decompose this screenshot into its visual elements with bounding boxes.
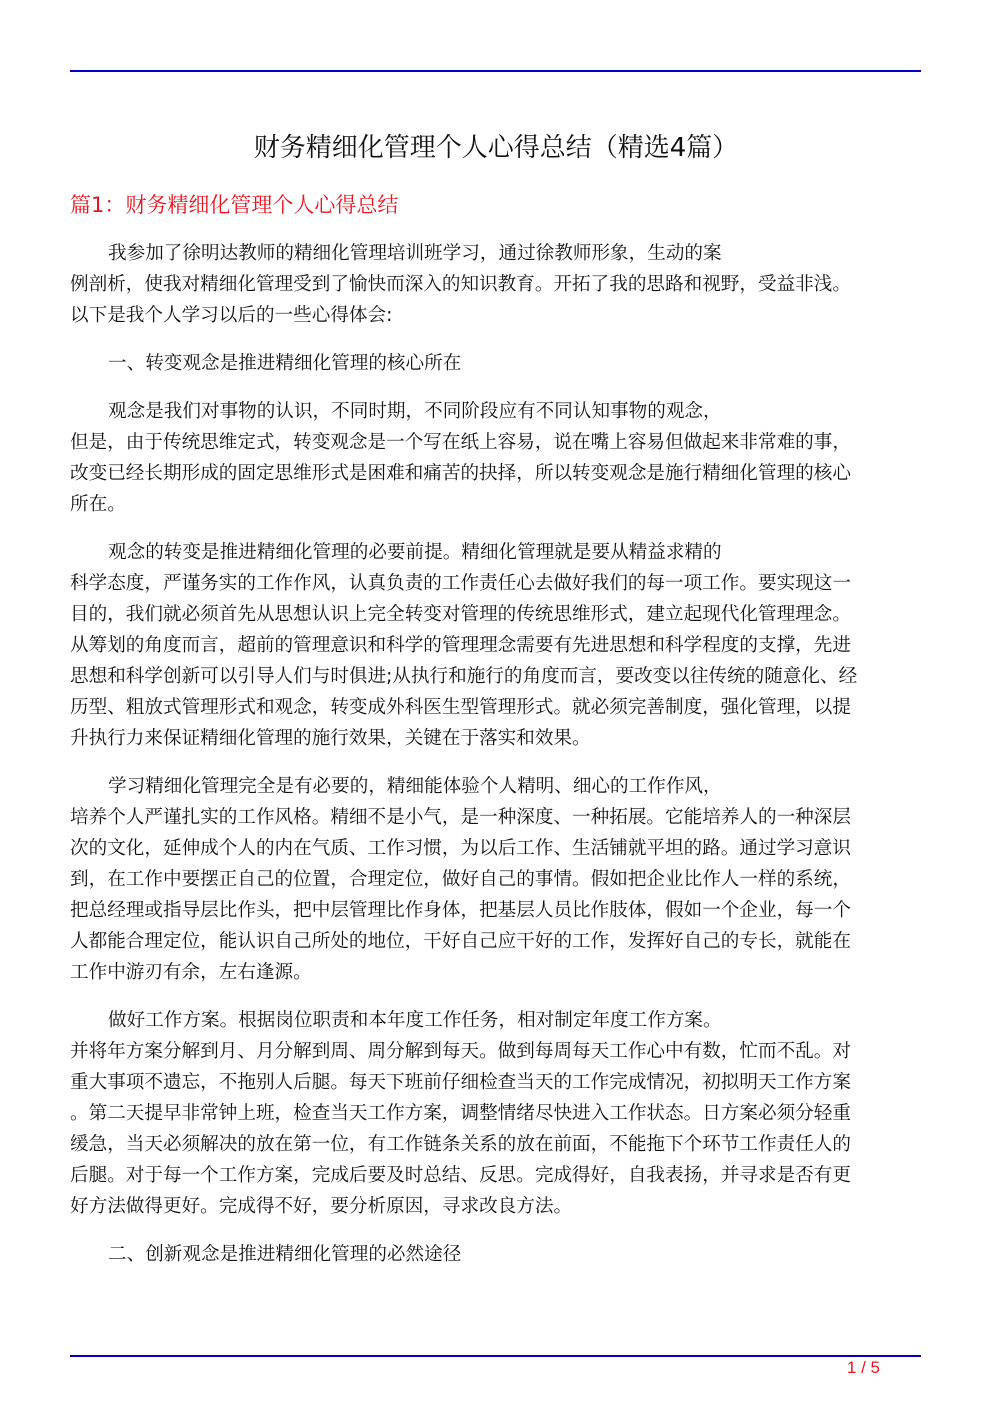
text-line: 并将年方案分解到月、月分解到周、周分解到每天。做到每周每天工作心中有数，忙而不乱。对: [70, 1041, 851, 1062]
header-rule: [70, 70, 921, 72]
text-line: 目的，我们就必须首先从思想认识上完全转变对管理的传统思维形式，建立起现代化管理理念。: [70, 604, 851, 625]
text-line: 二、创新观念是推进精细化管理的必然途径: [108, 1244, 462, 1265]
text-line: 观念的转变是推进精细化管理的必要前提。精细化管理就是要从精益求精的: [108, 542, 722, 563]
text-line: 所在。: [70, 494, 126, 515]
text-line: 一、转变观念是推进精细化管理的核心所在: [108, 353, 462, 374]
text-line: 从筹划的角度而言，超前的管理意识和科学的管理理念需要有先进思想和科学程度的支撑，先进: [70, 635, 851, 656]
paragraph: [70, 1005, 930, 1222]
document-body: [70, 238, 930, 1287]
footer-rule: [70, 1355, 921, 1357]
page-number: 1 / 5: [846, 1358, 880, 1377]
text-line: 好方法做得更好。完成得不好，要分析原因，寻求改良方法。: [70, 1196, 573, 1217]
text-line: 我参加了徐明达教师的精细化管理培训班学习，通过徐教师形象，生动的案: [108, 243, 722, 264]
paragraph: [70, 396, 930, 520]
text-line: 做好工作方案。根据岗位职责和本年度工作任务，相对制定年度工作方案。: [108, 1010, 722, 1031]
text-line: 缓急，当天必须解决的放在第一位，有工作链条关系的放在前面，不能拖下个环节工作责任人的: [70, 1134, 851, 1155]
text-line: 人都能合理定位，能认识自己所处的地位，干好自己应干好的工作，发挥好自己的专长，就能在: [70, 931, 851, 952]
text-line: 把总经理或指导层比作头，把中层管理比作身体，把基层人员比作肢体，假如一个企业，每一个: [70, 900, 851, 921]
text-line: 观念是我们对事物的认识，不同时期，不同阶段应有不同认知事物的观念，: [108, 401, 722, 422]
subheading: [70, 348, 930, 379]
paragraph: [70, 537, 930, 754]
text-line: 培养个人严谨扎实的工作风格。精细不是小气，是一种深度、一种拓展。它能培养人的一种深层: [70, 807, 851, 828]
text-line: 科学态度，严谨务实的工作作风，认真负责的工作责任心去做好我们的每一项工作。要实现这一: [70, 573, 851, 594]
document-title: 财务精细化管理个人心得总结（精选4篇）: [253, 133, 739, 163]
text-line: 重大事项不遗忘，不拖别人后腿。每天下班前仔细检查当天的工作完成情况，初拟明天工作方案: [70, 1072, 851, 1093]
paragraph: [70, 771, 930, 988]
text-line: 改变已经长期形成的固定思维形式是困难和痛苦的抉择，所以转变观念是施行精细化管理的核心: [70, 463, 851, 484]
text-line: 。第二天提早非常钟上班，检查当天工作方案，调整情绪尽快进入工作状态。日方案必须分轻重: [70, 1103, 851, 1124]
text-line: 但是，由于传统思维定式，转变观念是一个写在纸上容易，说在嘴上容易但做起来非常难的事，: [70, 432, 851, 453]
text-line: 学习精细化管理完全是有必要的，精细能体验个人精明、细心的工作作风，: [108, 776, 722, 797]
text-line: 升执行力来保证精细化管理的施行效果，关键在于落实和效果。: [70, 728, 591, 749]
text-line: 次的文化，延伸成个人的内在气质、工作习惯，为以后工作、生活铺就平坦的路。通过学习意识: [70, 838, 851, 859]
text-line: 历型、粗放式管理形式和观念，转变成外科医生型管理形式。就必须完善制度，强化管理，以提: [70, 697, 851, 718]
text-line: 例剖析，使我对精细化管理受到了愉快而深入的知识教育。开拓了我的思路和视野，受益非浅。: [70, 274, 851, 295]
text-line: 以下是我个人学习以后的一些心得体会:: [70, 305, 393, 326]
text-line: 工作中游刃有余，左右逢源。: [70, 962, 312, 983]
text-line: 后腿。对于每一个工作方案，完成后要及时总结、反思。完成得好，自我表扬，并寻求是否有更: [70, 1165, 851, 1186]
section-heading: 篇1：财务精细化管理个人心得总结: [70, 193, 399, 217]
text-line: 到，在工作中要摆正自己的位置，合理定位，做好自己的事情。假如把企业比作人一样的系统，: [70, 869, 851, 890]
paragraph: [70, 238, 930, 331]
text-line: 思想和科学创新可以引导人们与时俱进;从执行和施行的角度而言，要改变以往传统的随意化、经: [70, 666, 858, 687]
subheading: [70, 1239, 930, 1270]
